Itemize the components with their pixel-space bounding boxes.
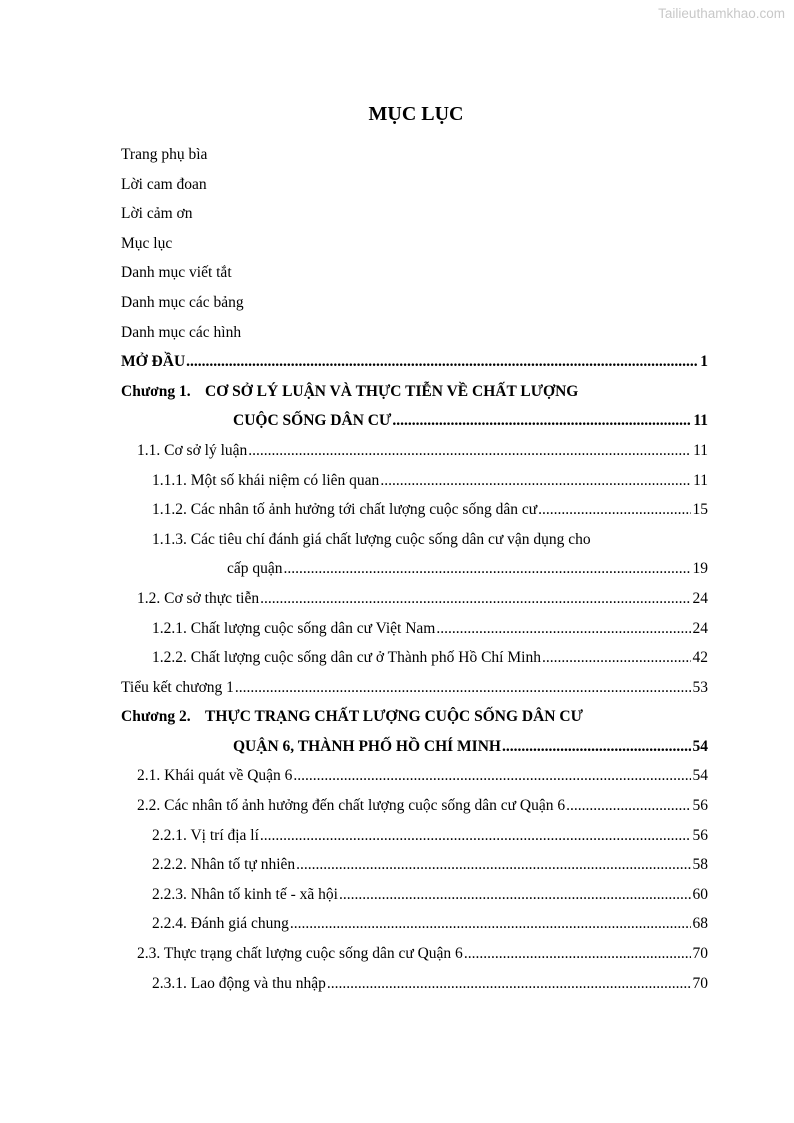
toc-page-number: 60: [692, 885, 708, 903]
toc-page-number: 11: [693, 412, 708, 430]
toc-page-number: 70: [692, 945, 708, 963]
chapter-number: Chương 2.: [121, 708, 191, 726]
toc-entry-1-2: [121, 585, 708, 615]
toc-label: 1.2.2. Chất lượng cuộc sống dân cư ở Thành phố Hồ Chí Minh: [152, 649, 541, 667]
toc-label: 2.3.1. Lao động và thu nhập: [152, 974, 326, 992]
toc-label: Danh mục viết tắt: [121, 264, 232, 282]
toc-page-number: 54: [692, 737, 708, 755]
toc-entry-1-1-3-line2: [121, 555, 708, 585]
toc-entry-loi-cam-doan: [121, 171, 708, 201]
toc-label: 2.2.4. Đánh giá chung: [152, 915, 289, 933]
toc-entry-1-1-2: [121, 496, 708, 526]
leader-dots: [380, 472, 691, 490]
leader-dots: [248, 442, 691, 460]
toc-label: 1.1. Cơ sở lý luận: [137, 441, 248, 459]
leader-dots: [327, 975, 691, 993]
toc-entry-1-1-3-line1: [121, 526, 708, 556]
toc-entry-danh-muc-viet-tat: [121, 259, 708, 289]
toc-page-number: 56: [692, 797, 708, 815]
toc-label: 1.2. Cơ sở thực tiễn: [137, 589, 260, 607]
toc-label: 2.2.3. Nhân tố kinh tế - xã hội: [152, 885, 338, 903]
leader-dots: [293, 767, 690, 785]
toc-page-number: 24: [692, 619, 708, 637]
toc-label: 2.2. Các nhân tố ảnh hưởng đến chất lượng cuộc sống dân cư Quận 6: [137, 797, 566, 815]
toc-page-number: 24: [692, 589, 708, 607]
toc-entry-danh-muc-cac-hinh: [121, 319, 708, 349]
page-title: MỤC LỤC: [368, 103, 464, 125]
leader-dots: [436, 620, 690, 638]
toc-label: MỞ ĐẦU: [121, 353, 186, 371]
toc-label: 1.2.1. Chất lượng cuộc sống dân cư Việt Nam: [152, 619, 436, 637]
toc-page-number: 56: [692, 826, 708, 844]
toc-page-number: 1: [700, 353, 708, 371]
toc-page-number: 11: [693, 471, 708, 489]
toc-entry-2-2-1: [121, 822, 708, 852]
toc-entry-chapter-1-line2: [121, 407, 708, 437]
toc-page-number: 42: [692, 649, 708, 667]
toc-label: 1.1.1. Một số khái niệm có liên quan: [152, 471, 380, 489]
leader-dots: [566, 797, 690, 815]
leader-dots: [538, 501, 690, 519]
toc-label: Trang phụ bìa: [121, 146, 208, 163]
toc-label: 2.3. Thực trạng chất lượng cuộc sống dân cư Quận 6: [137, 945, 463, 963]
toc-label: 2.2.1. Vị trí địa lí: [152, 826, 259, 844]
toc-entry-loi-cam-on: [121, 200, 708, 230]
toc-entry-1-1-1: [121, 467, 708, 497]
toc-entry-danh-muc-cac-bang: [121, 289, 708, 319]
toc-label: 2.2.2. Nhân tố tự nhiên: [152, 856, 296, 874]
toc-label: Lời cam đoan: [121, 175, 207, 193]
leader-dots: [502, 738, 691, 756]
toc-entry-2-2-2: [121, 851, 708, 881]
toc-entry-chapter-1-line1: [121, 378, 708, 408]
toc-page-number: 58: [692, 856, 708, 874]
toc-page-number: 68: [692, 915, 708, 933]
toc-page-number: 19: [692, 560, 708, 578]
toc-label: Danh mục các hình: [121, 323, 242, 341]
toc-entry-2-3-1: [121, 970, 708, 1000]
leader-dots: [464, 945, 691, 963]
toc-label-cont: cấp quận: [227, 560, 283, 578]
leader-dots: [284, 560, 691, 578]
toc-label: Danh mục các bảng: [121, 293, 244, 311]
toc-page-number: 11: [693, 441, 708, 459]
leader-dots: [260, 590, 690, 608]
chapter-number: Chương 1.: [121, 382, 191, 400]
toc-label: Mục lục: [121, 234, 173, 252]
leader-dots: [186, 353, 698, 371]
toc-entry-chapter-2-line2: [121, 733, 708, 763]
toc-entry-2-1: [121, 762, 708, 792]
leader-dots: [339, 886, 691, 904]
toc-entry-1-2-1: [121, 615, 708, 645]
leader-dots: [296, 856, 690, 874]
chapter-title-cont: CUỘC SỐNG DÂN CƯ: [233, 412, 392, 430]
toc-page-number: 53: [692, 678, 708, 696]
toc-entry-tieu-ket-chuong-1: [121, 674, 708, 704]
toc-entry-2-3: [121, 940, 708, 970]
chapter-title: THỰC TRẠNG CHẤT LƯỢNG CUỘC SỐNG DÂN CƯ: [205, 708, 583, 726]
toc-entry-2-2-3: [121, 881, 708, 911]
toc-entry-mo-dau: [121, 348, 708, 378]
toc-page-number: 70: [692, 974, 708, 992]
toc-label: 1.1.2. Các nhân tố ảnh hưởng tới chất lượng cuộc sống dân cư: [152, 501, 538, 519]
toc-entry-2-2: [121, 792, 708, 822]
toc-entry-1-2-2: [121, 644, 708, 674]
toc-label: Lời cảm ơn: [121, 205, 193, 223]
toc-label: 1.1.3. Các tiêu chí đánh giá chất lượng cuộc sống dân cư vận dụng cho: [152, 530, 591, 548]
toc-label: Tiểu kết chương 1: [121, 678, 234, 696]
toc-entry-2-2-4: [121, 910, 708, 940]
toc-page-number: 15: [692, 501, 708, 519]
leader-dots: [392, 412, 691, 430]
toc-label: 2.1. Khái quát về Quận 6: [137, 767, 293, 785]
leader-dots: [260, 827, 691, 845]
toc-entry-trang-phu-bia: [121, 141, 708, 171]
chapter-title: CƠ SỞ LÝ LUẬN VÀ THỰC TIỄN VỀ CHẤT LƯỢNG: [205, 382, 579, 400]
toc-entry-1-1: [121, 437, 708, 467]
leader-dots: [235, 679, 691, 697]
chapter-title-cont: QUẬN 6, THÀNH PHỐ HỒ CHÍ MINH: [233, 737, 501, 755]
leader-dots: [542, 649, 691, 667]
table-of-contents: [121, 141, 708, 999]
toc-entry-chapter-2-line1: [121, 703, 708, 733]
leader-dots: [290, 915, 691, 933]
toc-page-number: 54: [692, 767, 708, 785]
watermark: Tailieuthamkhao.com: [658, 6, 785, 21]
toc-entry-muc-luc: [121, 230, 708, 260]
